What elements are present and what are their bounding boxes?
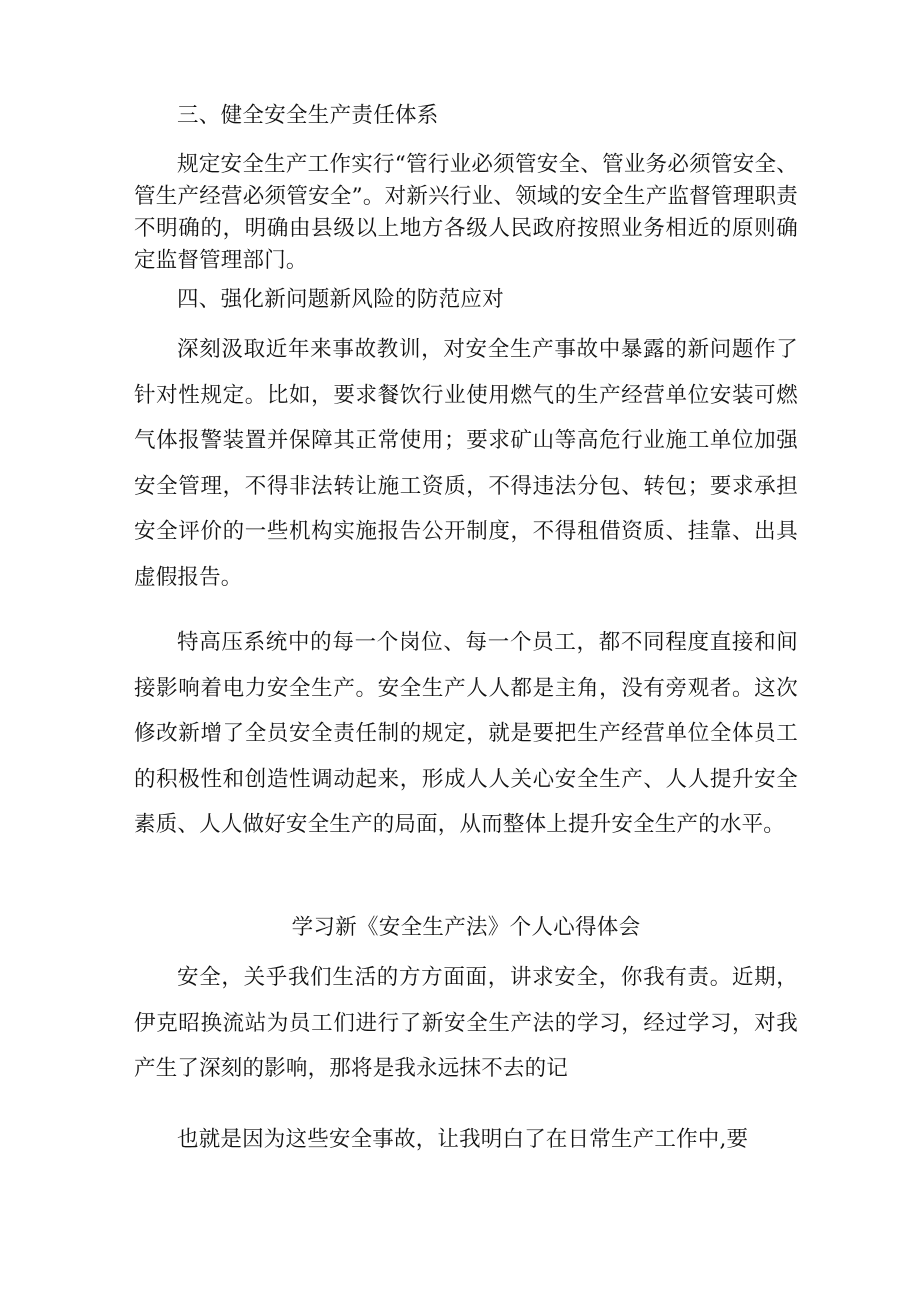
paragraph-responsibility: 规定安全生产工作实行“管行业必须管安全、管业务必须管安全、管生产经营必须管安全”。对新兴行业、领域的安全生产监督管理职责不明确的，明确由县级以上地方各级人民政府按照业务相近的原则确定监督管理部门。: [134, 152, 798, 273]
paragraph-uhv-system: 特高压系统中的每一个岗位、每一个员工，都不同程度直接和间接影响着电力安全生产。安全生产人人都是主角，没有旁观者。这次修改新增了全员安全责任制的规定，就是要把生产经营单位全体员工的积极性和创造性调动起来，形成人人关心安全生产、人人提升安全素质、人人做好安全生产的局面，从而整体上提升安全生产的水平。: [134, 630, 798, 837]
section-heading-4: 四、强化新问题新风险的防范应对: [177, 287, 505, 312]
section-heading-3: 三、健全安全生产责任体系: [177, 103, 439, 128]
paragraph-intro: 安全，关乎我们生活的方方面面，讲求安全，你我有责。近期，伊克昭换流站为员工们进行了新安全生产法的学习，经过学习，对我产生了深刻的影响，那将是我永远抹不去的记: [134, 965, 798, 1081]
essay-title: 学习新《安全生产法》个人心得体会: [291, 915, 641, 940]
paragraph-lessons: 深刻汲取近年来事故教训，对安全生产事故中暴露的新问题作了针对性规定。比如，要求餐饮行业使用燃气的生产经营单位安装可燃气体报警装置并保障其正常使用；要求矿山等高危行业施工单位加强安全管理，不得非法转让施工资质，不得违法分包、转包；要求承担安全评价的一些机构实施报告公开制度，不得租借资质、挂靠、出具虚假报告。: [134, 337, 798, 590]
paragraph-continue: 也就是因为这些安全事故，让我明白了在日常生产工作中,要: [177, 1127, 749, 1152]
